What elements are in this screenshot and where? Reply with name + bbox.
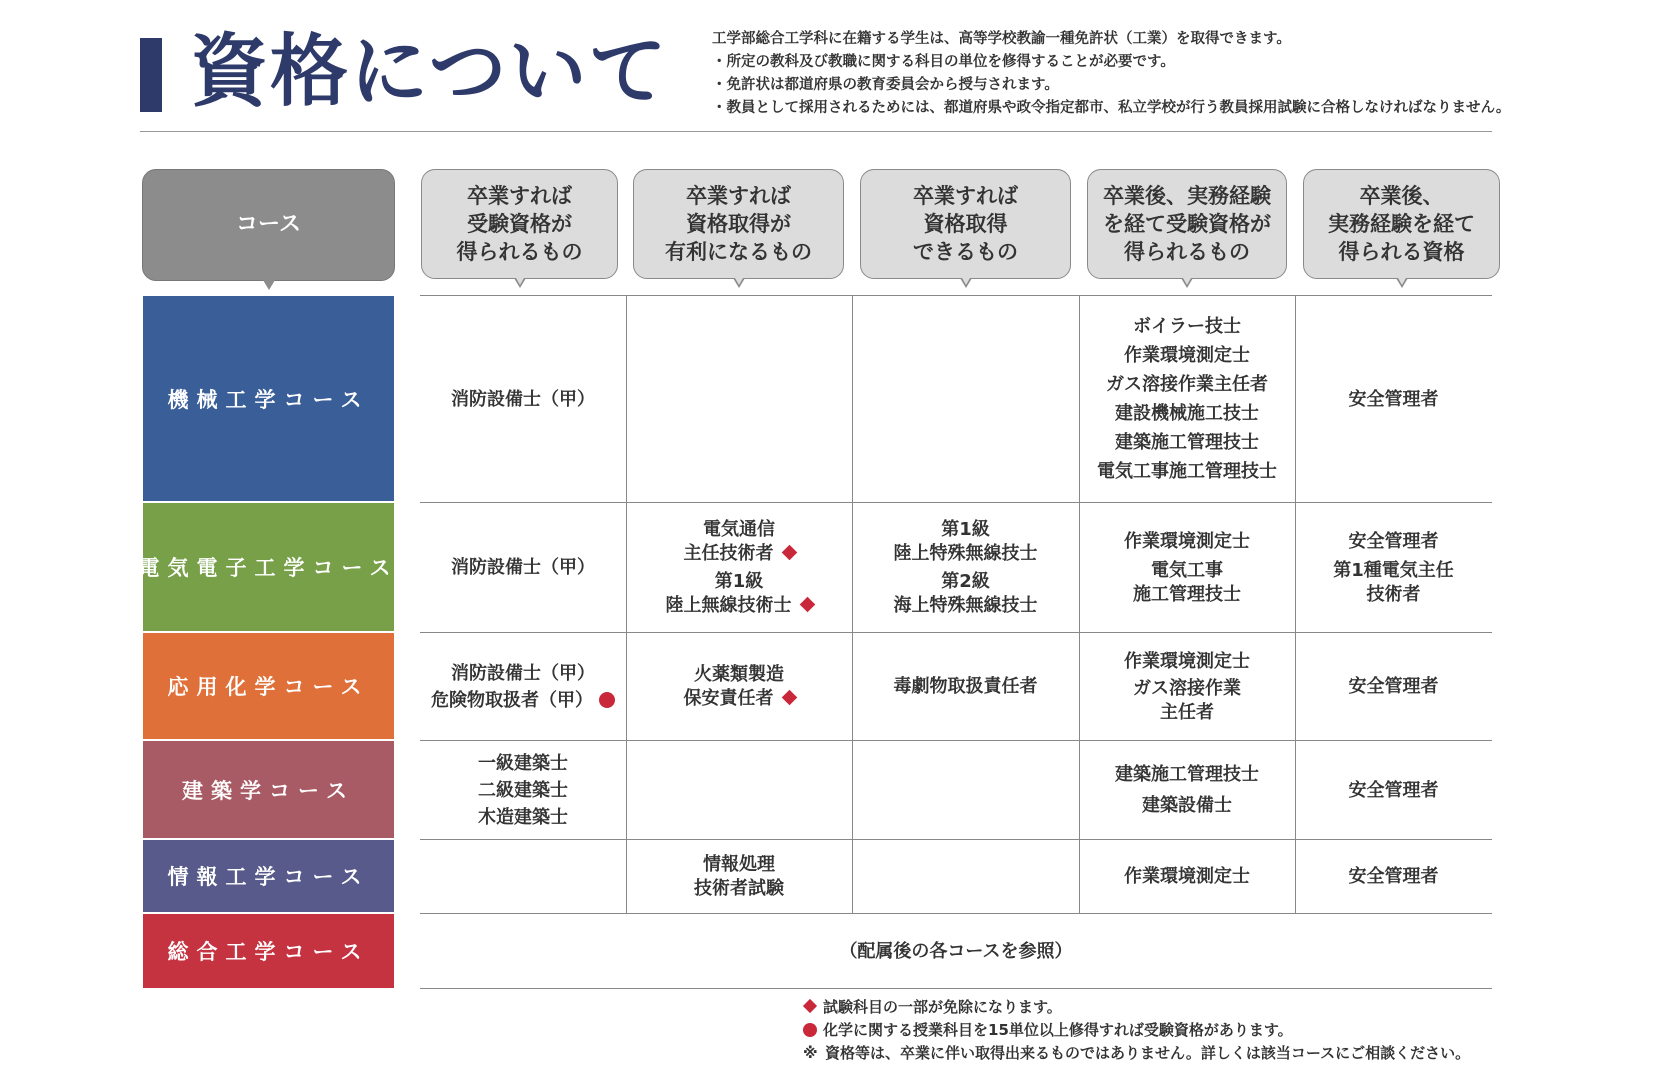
qualification-item: 安全管理者 [1348,779,1439,801]
grid-line [420,988,1492,989]
qualification-item: 安全管理者 [1348,866,1439,887]
qualification-item: 作業環境測定士 [1124,866,1250,887]
exemption-diamond-icon [803,999,817,1013]
qualification-item: ガス溶接作業主任者 [1106,374,1268,395]
chemistry-credit-dot-icon [803,1023,817,1037]
cell-architecture-c5 [1295,741,1492,839]
qualification-item: 技術者試験 [694,877,784,899]
cell-information-c2 [626,840,852,913]
general-course-note: （配属後の各コースを参照） [839,940,1073,962]
qualification-item: 安全管理者 [1348,388,1439,410]
legend-note: ※ 資格等は、卒業に伴い取得出来るものではありません。詳しくは該当コースにご相談ください。 [803,1044,1471,1062]
note-line: ・所定の教科及び教職に関する科目の単位を修得することが必要です。 [712,54,1175,70]
cell-chemistry-c4 [1079,633,1295,740]
exemption-diamond-icon [781,544,797,560]
qualification-item: 作業環境測定士 [1124,531,1250,552]
qualification-item: 第2級 [941,570,990,592]
qualification-item: 陸上無線技術士 [666,594,813,618]
legend-diamond: 試験科目の一部が免除になります。 [803,996,1470,1019]
cell-electrical-c5 [1295,503,1492,632]
qualification-item: 建築施工管理技士 [1115,764,1259,785]
qualification-item: 建築施工管理技士 [1115,432,1259,453]
qualification-item: 消防設備士（甲） [451,662,595,684]
qualification-item: 電気工事施工管理技士 [1097,461,1277,482]
qualification-item: 電気通信 [703,518,775,540]
header-col-after-experience-exam: 卒業後、実務経験 を経て受験資格が 得られるもの [1087,169,1287,279]
cell-mechanical-c5 [1295,296,1492,502]
qualification-item: 情報処理 [703,853,775,875]
qualification-item: 作業環境測定士 [1124,345,1250,366]
cell-chemistry-c2 [626,633,852,740]
cell-architecture-c1 [420,741,626,839]
course-general: 総合工学コース [143,914,394,988]
header-col-exam-eligibility: 卒業すれば 受験資格が 得られるもの [421,169,618,279]
exemption-diamond-icon [799,596,815,612]
cell-architecture-c4 [1079,741,1295,839]
note-line: ・教員として採用されるためには、都道府県や政令指定都市、私立学校が行う教員採用試験に合格しなければなりません。 [712,100,1511,116]
cell-electrical-c4 [1079,503,1295,632]
cell-information-c5 [1295,840,1492,913]
cell-electrical-c2 [626,503,852,632]
qualification-item: 保安責任者 [684,687,795,711]
header-course: コース [142,169,395,281]
course-architecture: 建築学コース [143,741,394,838]
qualification-item: ガス溶接作業 [1133,678,1241,699]
qualification-item: 陸上特殊無線技士 [893,542,1038,564]
qualification-item: 技術者 [1366,584,1421,605]
cell-electrical-c1 [420,503,626,632]
cell-chemistry-c3 [852,633,1079,740]
qualification-item: 危険物取扱者（甲） [431,687,615,714]
cell-mechanical-c4 [1079,296,1295,502]
cell-information-c4 [1079,840,1295,913]
qualification-item: 第1種電気主任 [1333,560,1454,581]
qualification-item: 毒劇物取扱責任者 [893,676,1038,697]
qualification-item: 海上特殊無線技士 [893,594,1038,616]
note-line: ・免許状は都道府県の教育委員会から授与されます。 [712,77,1059,93]
cell-general-note [420,914,1492,988]
legend-dot: 化学に関する授業科目を15単位以上修得すれば受験資格があります。 [803,1019,1470,1042]
cell-electrical-c3 [852,503,1079,632]
course-electrical: 電気電子工学コース [143,503,394,631]
course-information: 情報工学コース [143,840,394,912]
header-col-advantage: 卒業すれば 資格取得が 有利になるもの [633,169,844,279]
qualification-item: 安全管理者 [1348,676,1439,697]
header-col-after-experience-qualification: 卒業後、 実務経験を経て 得られる資格 [1303,169,1500,279]
qualification-item: 電気工事 [1151,560,1223,581]
title-divider [140,131,1492,132]
page-title: 資格について [190,27,669,117]
header-col-obtainable: 卒業すれば 資格取得 できるもの [860,169,1071,279]
exemption-diamond-icon [781,689,797,705]
cell-mechanical-c1 [420,296,626,502]
qualification-item: 第1級 [714,570,764,592]
note-line: 工学部総合工学科に在籍する学生は、高等学校教諭一種免許状（工業）を取得できます。 [712,31,1291,47]
qualification-item: 第1級 [941,518,990,540]
qualification-item: 建築設備士 [1142,795,1232,816]
qualification-item: 主任者 [1160,702,1214,723]
chemistry-credit-dot-icon [599,692,615,708]
license-notes [712,28,1612,120]
cell-chemistry-c5 [1295,633,1492,740]
qualification-item: 二級建築士 [478,779,568,801]
course-mechanical: 機械工学コース [143,296,394,501]
qualification-item: 安全管理者 [1348,531,1439,552]
qualification-item: 消防設備士（甲） [451,557,595,578]
qualification-item: 主任技術者 [684,542,795,566]
qualification-item: 建設機械施工技士 [1115,403,1259,424]
title-accent-bar [140,38,162,112]
qualification-item: 施工管理技士 [1133,584,1241,605]
cell-chemistry-c1 [420,633,626,740]
course-chemistry: 応用化学コース [143,633,394,739]
qualification-item: 火薬類製造 [694,663,784,685]
qualification-item: 作業環境測定士 [1124,651,1250,672]
qualification-item: 一級建築士 [478,752,568,774]
legend [803,996,1470,1065]
qualification-item: ボイラー技士 [1133,316,1241,337]
qualification-item: 木造建築士 [478,806,568,828]
qualification-item: 消防設備士（甲） [451,388,595,410]
